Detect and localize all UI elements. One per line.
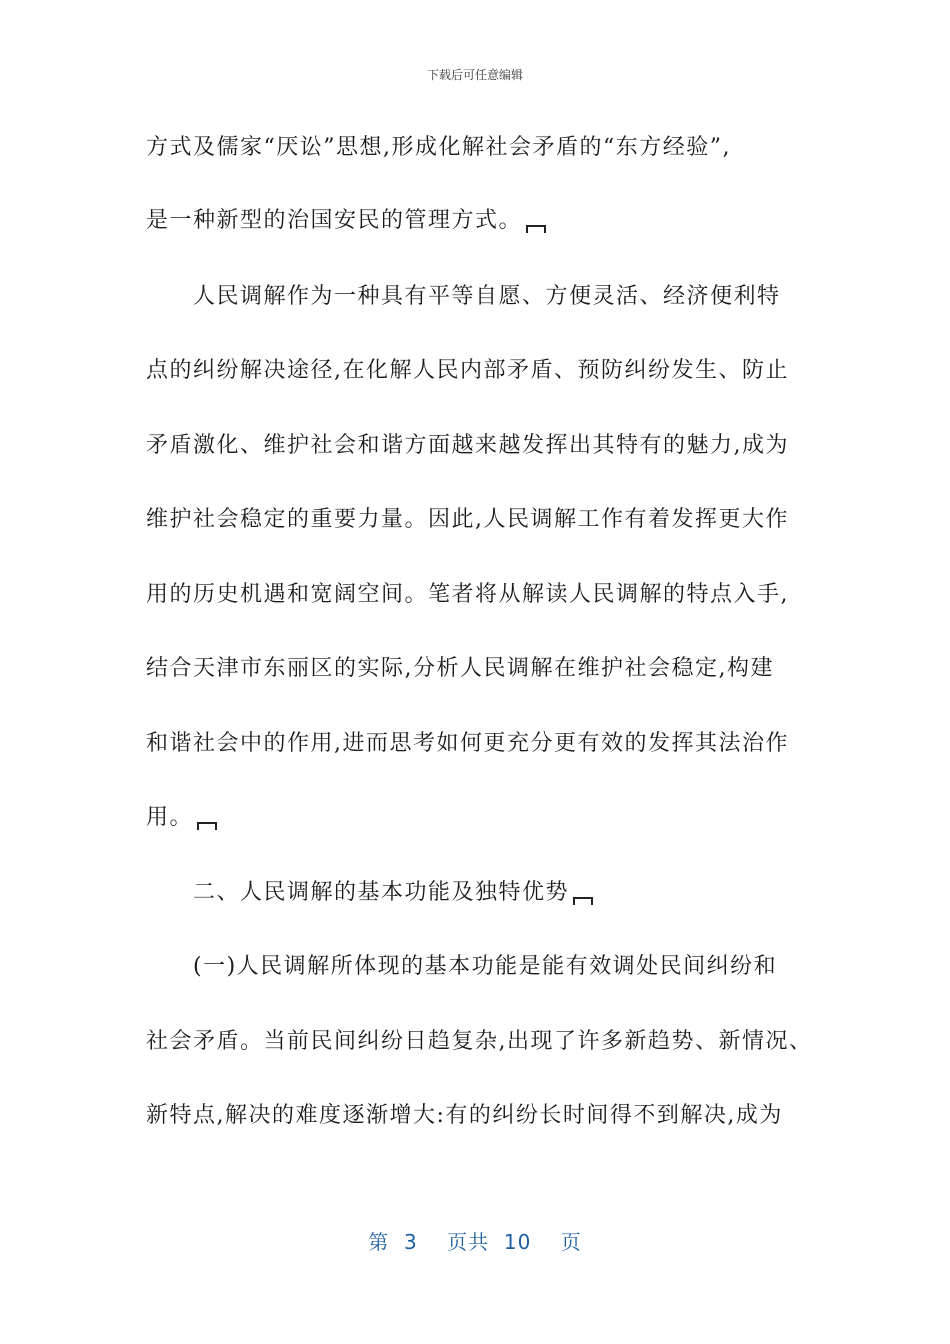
text-line-13: 社会矛盾。当前民间纠纷日趋复杂,出现了许多新趋势、新情况、 (146, 1029, 813, 1054)
paragraph-mark-icon (573, 897, 593, 905)
text-line-9: 和谐社会中的作用,进而思考如何更充分更有效的发挥其法治作 (146, 731, 789, 756)
paragraph-mark-icon (197, 822, 217, 830)
footer-page-suffix: 页 (560, 1230, 582, 1254)
footer-page-total: 10 (503, 1230, 532, 1254)
text-line-6: 维护社会稳定的重要力量。因此,人民调解工作有着发挥更大作 (146, 507, 789, 532)
text-line-4: 点的纠纷解决途径,在化解人民内部矛盾、预防纠纷发生、防止 (146, 358, 789, 383)
section-heading: 二、人民调解的基本功能及独特优势 (193, 878, 593, 908)
text-line-10: 用。 (146, 803, 217, 833)
page-header: 下载后可任意编辑 (426, 68, 523, 82)
text-line-8: 结合天津市东丽区的实际,分析人民调解在维护社会稳定,构建 (146, 656, 774, 681)
footer-page-current: 3 (403, 1230, 418, 1254)
text-line-3: 人民调解作为一种具有平等自愿、方便灵活、经济便利特 (193, 284, 781, 309)
footer-page-label: 第 (368, 1230, 390, 1254)
footer-page-mid: 页共 (447, 1230, 490, 1254)
text-line-2: 是一种新型的治国安民的管理方式。 (146, 206, 546, 236)
paragraph-mark-icon (526, 225, 546, 233)
text-line-7: 用的历史机遇和宽阔空间。笔者将从解读人民调解的特点入手, (146, 582, 789, 607)
text-line-1: 方式及儒家“厌讼”思想,形成化解社会矛盾的“东方经验”, (146, 135, 731, 160)
text-line-14: 新特点,解决的难度逐渐增大:有的纠纷长时间得不到解决,成为 (146, 1103, 783, 1128)
page-footer (0, 1226, 950, 1255)
text-line-12: (一)人民调解所体现的基本功能是能有效调处民间纠纷和 (193, 954, 778, 979)
text-line-5: 矛盾激化、维护社会和谐方面越来越发挥出其特有的魅力,成为 (146, 433, 789, 458)
